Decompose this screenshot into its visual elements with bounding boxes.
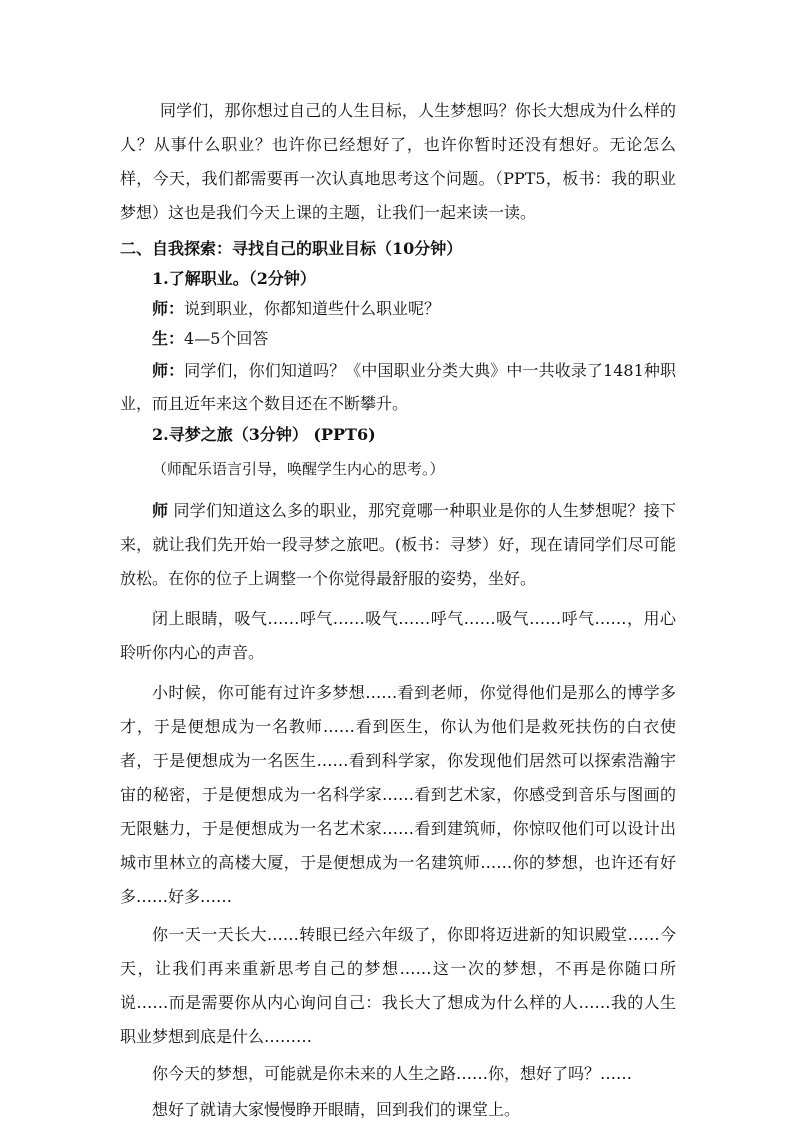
- section-heading-self-exploration: 二、自我探索：寻找自己的职业目标（10分钟）: [120, 239, 463, 258]
- childhood-dreams-paragraph: 小时候，你可能有过许多梦想……看到老师，你觉得他们是那么的博学多才，于是便想成为一名教师……看到医生，你认为他们是救死扶伤的白衣使者，于是便想成为一名医生……看到科学家，你发现他们居然可以探索浩瀚宇宙的秘密，于是便想成为一名科学家……看到艺术家，你感受到音乐与图画的无限魅力，于是便想成为一名艺术家……看到建筑师，你惊叹他们可以设计出城市里林立的高楼大厦，于是便想成为一名建筑师……你的梦想，也许还有好多……好多……: [120, 683, 676, 906]
- student-speaker: 生：: [152, 329, 185, 348]
- teacher-note: （师配乐语言引导，唤醒学生内心的思考。）: [152, 460, 445, 478]
- close-eyes-paragraph: 闭上眼睛，吸气……呼气……吸气……呼气……吸气……呼气……，用心聆听你内心的声音。: [120, 609, 676, 662]
- student-line-1-text: 4—5个回答: [184, 329, 269, 348]
- teacher-speaker: 师：: [152, 361, 185, 380]
- teacher-line-2: [120, 354, 676, 420]
- teacher-speaker: 师: [152, 501, 169, 520]
- teacher-line-3-text: 同学们知道这么多的职业，那究竟哪一种职业是你的人生梦想呢？接下来，就让我们先开始一段寻梦之旅吧。(板书：寻梦）好，现在请同学们尽可能放松。在你的位子上调整一个你觉得最舒服的姿势，坐好。: [120, 501, 676, 588]
- subheading-know-careers: 1.了解职业。（2分钟）: [152, 269, 316, 288]
- growing-up-paragraph: 你一天一天长大……转眼已经六年级了，你即将迈进新的知识殿堂……今天，让我们再来重新思考自己的梦想……这一次的梦想，不再是你随口所说……而是需要你从内心询问自己：我长大了想成为什么样的人……我的人生职业梦想到底是什么………: [120, 925, 676, 1046]
- teacher-line-1-text: 说到职业，你都知道些什么职业呢？: [184, 299, 441, 318]
- student-line-1: [120, 324, 676, 354]
- open-eyes-paragraph: 想好了就请大家慢慢睁开眼睛，回到我们的课堂上。: [152, 1100, 521, 1119]
- subheading-dream-journey: 2.寻梦之旅（3分钟） (PPT6): [152, 425, 376, 444]
- teacher-speaker: 师：: [152, 299, 185, 318]
- today-dream-paragraph: 你今天的梦想，可能就是你未来的人生之路……你，想好了吗？……: [152, 1064, 633, 1083]
- document-page: [120, 94, 676, 1126]
- teacher-line-2-text: 同学们，你们知道吗？《中国职业分类大典》中一共收录了1481种职业，而且近年来这个数目还在不断攀升。: [120, 361, 676, 413]
- intro-paragraph: 同学们，那你想过自己的人生目标，人生梦想吗？你长大想成为什么样的人？从事什么职业？也许你已经想好了，也许你暂时还没有想好。无论怎么样，今天，我们都需要再一次认真地思考这个问题。（PPT5，板书：我的职业梦想）这也是我们今天上课的主题，让我们一起来读一读。: [120, 101, 676, 222]
- teacher-line-1: [120, 294, 676, 324]
- teacher-line-3: [120, 494, 676, 596]
